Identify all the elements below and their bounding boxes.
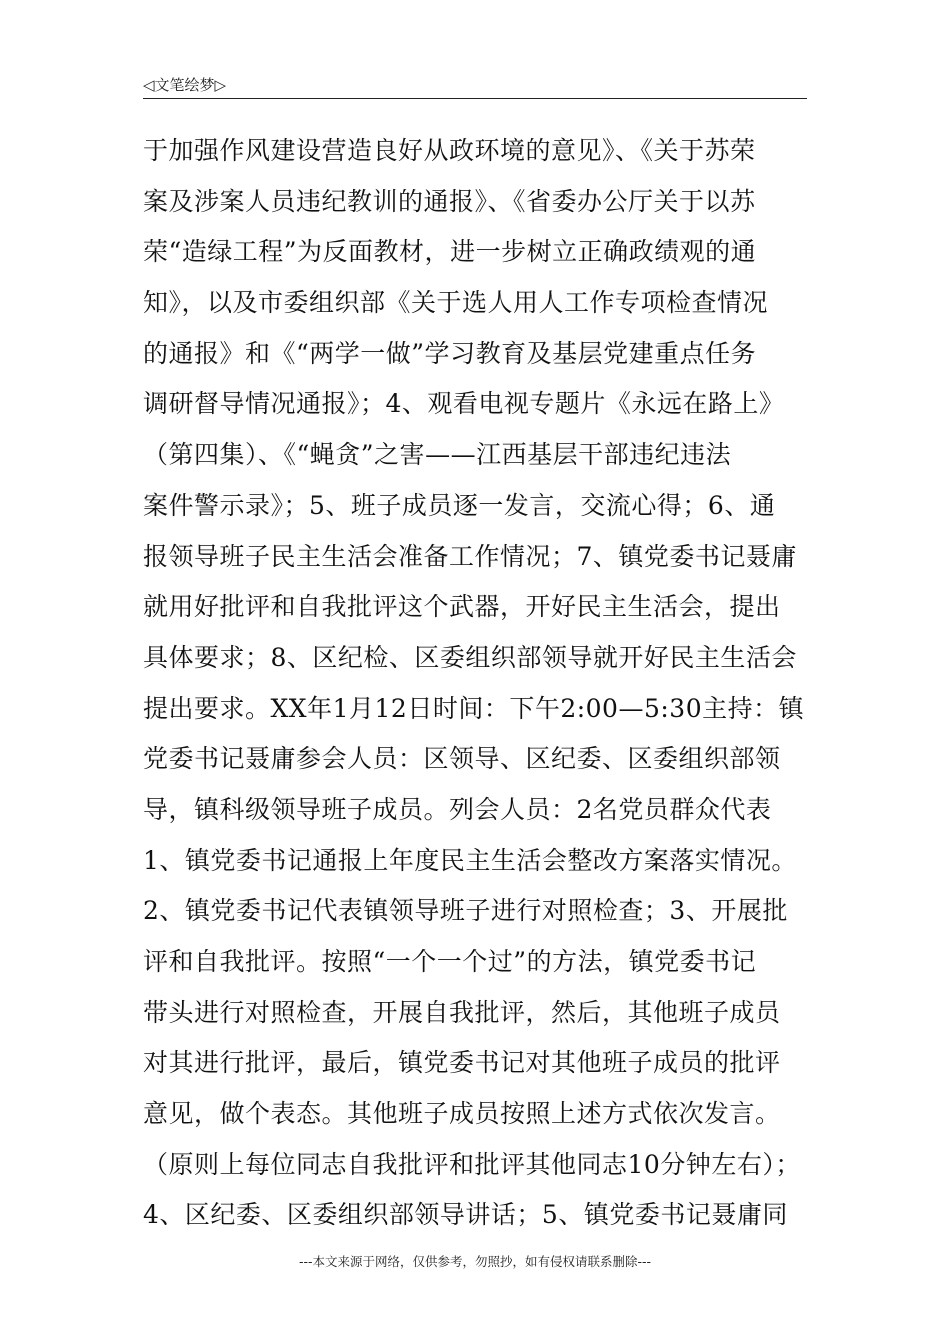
body-line: 4、区纪委、区委组织部领导讲话；5、镇党委书记聂庸同: [143, 1200, 788, 1230]
body-line: 荣“造绿工程”为反面教材，进一步树立正确政绩观的通: [143, 237, 757, 267]
body-line: 知》，以及市委组织部《关于选人用人工作专项检查情况: [143, 288, 769, 318]
body-line: 导，镇科级领导班子成员。列会人员：2名党员群众代表: [143, 794, 772, 824]
body-line: 的通报》和《“两学一做”学习教育及基层党建重点任务: [143, 338, 757, 368]
body-line: 就用好批评和自我批评这个武器，开好民主生活会，提出: [143, 592, 781, 622]
page-header: [143, 70, 807, 99]
document-body: [143, 126, 813, 1241]
body-line: 提出要求。XX年1月12日时间：下午2:00—5:30主持：镇: [143, 693, 805, 723]
body-line: 带头进行对照检查，开展自我批评，然后，其他班子成员: [143, 997, 781, 1027]
body-line: 意见，做个表态。其他班子成员按照上述方式依次发言。: [143, 1099, 781, 1129]
body-line: 1、镇党委书记通报上年度民主生活会整改方案落实情况。: [143, 845, 797, 875]
body-line: 案及涉案人员违纪教训的通报》、《省委办公厅关于以苏: [143, 186, 756, 216]
body-line: 党委书记聂庸参会人员：区领导、区纪委、区委组织部领: [143, 744, 781, 774]
body-line: 调研督导情况通报》；4、观看电视专题片《永远在路上》: [143, 389, 785, 419]
body-line: 于加强作风建设营造良好从政环境的意见》、《关于苏荣: [143, 136, 756, 165]
body-line: 评和自我批评。按照“一个一个过”的方法，镇党委书记: [143, 947, 757, 976]
body-line: （第四集）、《“蝇贪”之害——江西基层干部违纪违法: [143, 440, 732, 470]
body-line: （原则上每位同志自我批评和批评其他同志10分钟左右）；: [143, 1149, 801, 1179]
page-footer: ---本文来源于网络，仅供参考，勿照抄，如有侵权请联系删除---: [298, 1254, 652, 1269]
body-line: 案件警示录》；5、班子成员逐一发言，交流心得；6、通: [143, 490, 776, 520]
body-line: 2、镇党委书记代表镇领导班子进行对照检查；3、开展批: [143, 896, 788, 926]
body-line: 具体要求；8、区纪检、区委组织部领导就开好民主生活会: [143, 642, 797, 672]
header-title: ◁文笔绘梦▷: [143, 76, 227, 94]
body-line: 对其进行批评，最后，镇党委书记对其他班子成员的批评: [143, 1048, 781, 1078]
body-line: 报领导班子民主生活会准备工作情况；7、镇党委书记聂庸: [143, 541, 797, 571]
